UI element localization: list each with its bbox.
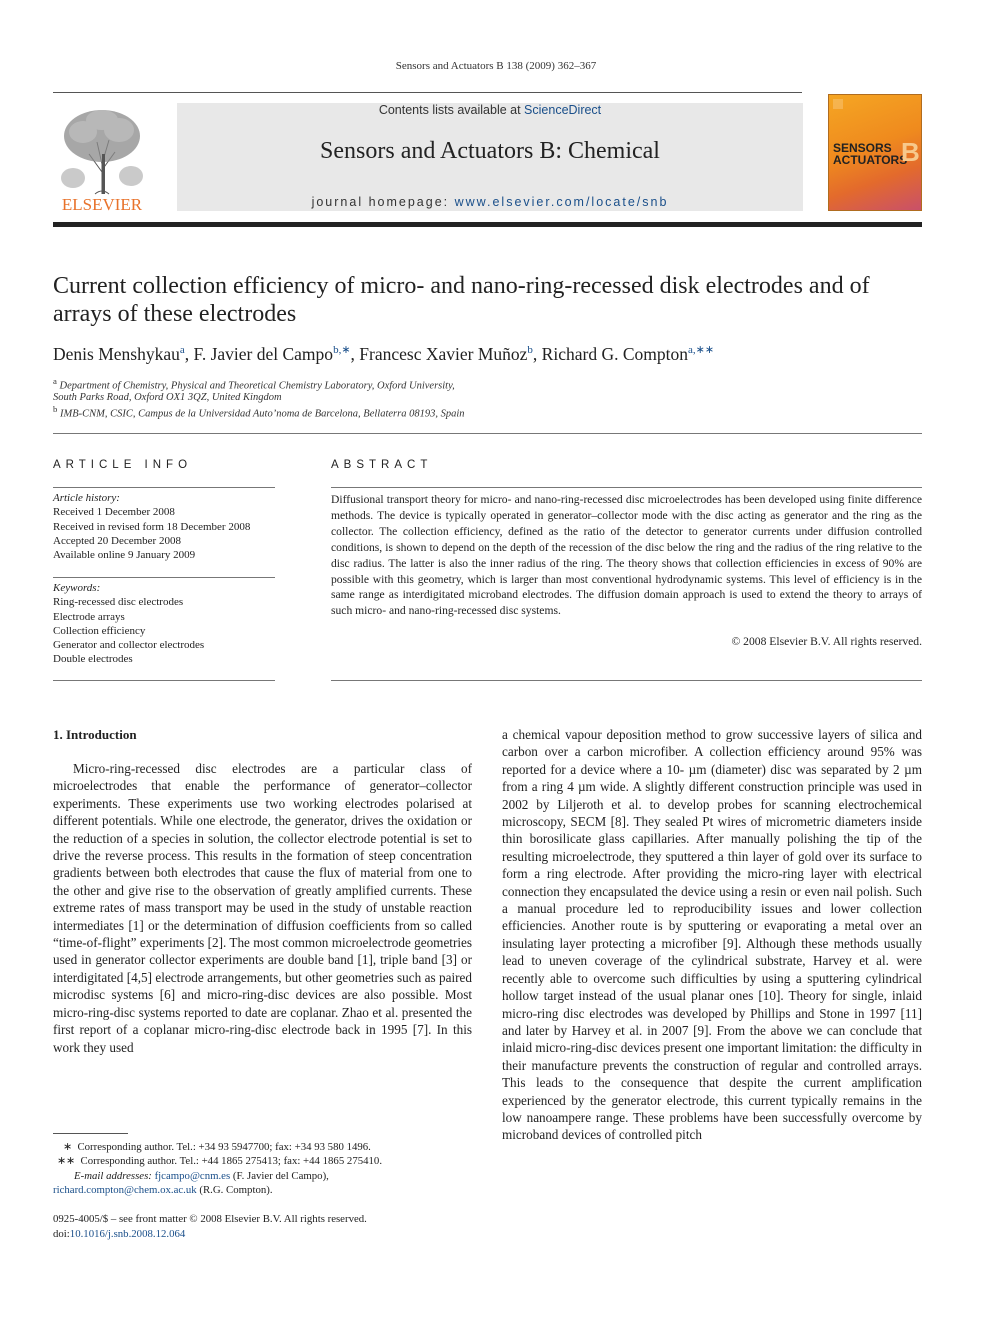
affiliation-text: IMB-CNM, CSIC, Campus de la Universidad Auto’noma de Barcelona, Bellaterra 08193, Spain (60, 408, 465, 420)
author-name[interactable]: F. Javier del Campo (193, 343, 334, 364)
abstract-heading: ABSTRACT (331, 459, 433, 471)
author-name[interactable]: Francesc Xavier Muñoz (359, 343, 528, 364)
keyword-item: Collection efficiency (53, 624, 146, 637)
footnote-rule (53, 1133, 128, 1134)
body-paragraph: Micro-ring-recessed disc electrodes are a particular class of microelectrodes that enable the performance of generator–collector experiments. These experiments use two working electrodes polarised at different potentials. While one electrode, the generator, drives the oxidation or the reduction of a species in solution, the collector electrode potential is set to drive the reverse process. This results in the formation of steep concentration gradients between both electrodes that cause the flux of material from one to the other and give rise to the observation of greatly amplified currents. These extreme rates of mass transport may be used in the study of unstable reaction intermediates [1] or the determination of diffusion coefficients from so called “time-of-flight” experiments [2]. The most common microelectrode geometries used in generator collector experiments are double band [1], triple band [3] or interdigitated [4,5] electrode arrangements, but other geometries such as paired microdisc systems [6] and micro-ring-disc devices are also possible. Most micro-ring-disc systems reported to date are coplanar. Zhao et al. presented the first report of a coplanar micro-ring-disc electrode back in 1995 [7]. In this work they used (53, 761, 472, 1055)
footnote-mark: ∗∗ (57, 1155, 76, 1168)
footnote-text: Corresponding author. Tel.: +34 93 5947700; fax: +34 93 580 1496. (77, 1141, 371, 1153)
doi-label: doi: (53, 1228, 70, 1240)
keyword-item: Generator and collector electrodes (53, 639, 205, 652)
cover-letter: B (901, 137, 920, 167)
affiliation-text: Department of Chemistry, Physical and Theoretical Chemistry Laboratory, Oxford University, (59, 380, 455, 392)
sciencedirect-link[interactable]: ScienceDirect (524, 103, 602, 117)
history-item: Received 1 December 2008 (53, 506, 175, 519)
footnote-text: Corresponding author. Tel.: +44 1865 275413; fax: +44 1865 275410. (80, 1155, 383, 1168)
email-link[interactable]: fjcampo@cnm.es (154, 1169, 231, 1182)
article-info-heading: ARTICLE INFO (53, 459, 193, 471)
article-title: Current collection efficiency of micro- and nano-ring-recessed disk electrodes and of arrays of these electrodes (53, 273, 870, 327)
history-item: Accepted 20 December 2008 (53, 534, 181, 547)
homepage-prefix: journal homepage: (311, 195, 455, 209)
history-item: Available online 9 January 2009 (53, 549, 196, 562)
keyword-item: Double electrodes (53, 653, 133, 666)
journal-title: Sensors and Actuators B: Chemical (320, 138, 660, 164)
footnote-emails-cont (53, 1183, 472, 1197)
author-sup[interactable]: a,∗∗ (687, 344, 715, 356)
article-history (53, 491, 275, 562)
abstract-rule (331, 487, 922, 488)
email-label: E-mail addresses: (74, 1169, 152, 1182)
masthead-top-rule (53, 92, 802, 93)
journal-cover-thumbnail[interactable] (828, 94, 922, 211)
body-paragraph: a chemical vapour deposition method to grow successive layers of silica and carbon over a carbon microfiber. A collection efficiency around 95% was reported for a device where a 10- µm (diameter) disc was separated by 2 µm from a ring 4 µm wide. A slightly different construction principle was used in 2002 by Liljeroth et al. to develop probes for scanning electrochemical microscopy, SECM [8]. They sealed Pt wires of micrometric diameters inside thin borosilicate glass capillaries. After manually polishing the tip of the resulting microelectrode, they sputtered a thin layer of gold over its surface to form a ring electrode. After providing the micro-ring layer with electrical connection they encapsulated the device using a resin or even nail polish. Such a manual procedure led to reproducibility issues and lower collection efficiencies. Another route is by sputtering or evaporating a metal over an insulating layer protecting a microfiber [9]. Although these methods usually lead to uneven coverage of the cylindrical substrate, Harvey et al. were recently able to overcome such difficulties by using a sputtering cylindrical hollow target instead of the usual planar ones [10]. Theory for single, inlaid micro-ring disc electrodes was developed by Phillips and Stone in 1997 [11] and later by Harvey et al. in 2007 [9]. From the above we can conclude that inlaid micro-ring-disc devices present one important limitation: the difficulty in their manufacture prevents the construction of regular and controlled arrays. This leads to the consequence that despite the current amplification experienced by the generator electrode, this current typically remains in the low nanoampere range. These problems have been successfully overcome by microband devices of controlled pitch (502, 727, 922, 1143)
affiliation-rule (53, 433, 922, 434)
section-heading-introduction: 1. Introduction (53, 727, 137, 742)
history-item: Received in revised form 18 December 2008 (53, 520, 251, 533)
footnote-mark: ∗ (63, 1141, 73, 1153)
doi-line (53, 1227, 472, 1242)
masthead-bottom-rule (53, 222, 922, 227)
email-link[interactable]: richard.compton@chem.ox.ac.uk (53, 1183, 197, 1196)
footnote-corresponding-1 (53, 1140, 472, 1154)
article-info-rule (53, 680, 275, 681)
body-column-left (53, 760, 472, 1056)
affiliation-text: South Parks Road, Oxford OX1 3QZ, United Kingdom (53, 391, 282, 403)
elsevier-tree-icon (53, 102, 151, 214)
running-head: Sensors and Actuators B 138 (2009) 362–367 (395, 60, 597, 72)
keywords (53, 581, 275, 667)
affiliation-b (53, 404, 933, 420)
keyword-item: Electrode arrays (53, 610, 125, 623)
homepage-link[interactable]: www.elsevier.com/locate/snb (454, 195, 669, 209)
email-owner: (F. Javier del Campo), (230, 1169, 329, 1182)
footnote-emails (53, 1169, 472, 1183)
author-sup[interactable]: b (527, 344, 533, 356)
contents-prefix: Contents lists available at (378, 103, 525, 117)
author-name[interactable]: Denis Menshykau (53, 343, 180, 364)
cover-title-actuators: ACTUATORS (833, 153, 908, 167)
journal-homepage-line (177, 195, 803, 209)
front-matter (53, 1212, 472, 1242)
keywords-label: Keywords: (53, 582, 101, 594)
affiliation-sup: b (53, 404, 58, 414)
abstract-copyright: © 2008 Elsevier B.V. All rights reserved. (731, 635, 922, 648)
author-sup[interactable]: b,∗ (333, 344, 351, 356)
author-list: Denis Menshykau$^a$, F. Javier del Campo$^{b,∗}$, Francesc Xavier Muñoz$^b$, Richard G. Compton$^{a,∗∗}$ (53, 343, 715, 364)
article-info-rule (53, 577, 275, 578)
article-info-rule (53, 487, 275, 488)
footnotes (53, 1140, 472, 1197)
email-owner: (R.G. Compton). (196, 1183, 273, 1196)
footnote-corresponding-2 (53, 1154, 472, 1168)
history-label: Article history: (53, 492, 120, 504)
elsevier-logo[interactable] (53, 102, 151, 214)
front-matter-line: 0925-4005/$ – see front matter © 2008 Elsevier B.V. All rights reserved. (53, 1213, 367, 1225)
abstract-rule (331, 680, 922, 681)
doi-link[interactable]: 10.1016/j.snb.2008.12.064 (69, 1228, 186, 1240)
abstract-text: Diffusional transport theory for micro- and nano-ring-recessed disc microelectrodes has been developed using finite difference methods. The device is typically operated in generator–collector mode with the disc acting as generator and the ring as the collector. The collection efficiency, defined as the ratio of the detector to generator currents under diffusion controlled conditions, is shown to depend on the depth of the recession of the disc below the ring and the radius of the ring relative to the disc radius. The latter is also the inner radius of the ring. The theory shows that collection efficiencies in excess of 90% are possible with this geometry, which is larger than most conventional hydrodynamic systems. This level of efficiency is in the same range as interdigitated microband electrodes. The diffusion domain approach is used to extend the theory to arrays of such micro- and nano-ring-recessed disc systems. (331, 493, 922, 618)
author-name[interactable]: Richard G. Compton (541, 343, 688, 364)
author-sup[interactable]: a (179, 344, 185, 356)
elsevier-wordmark: ELSEVIER (61, 195, 143, 214)
keyword-item: Ring-recessed disc electrodes (53, 596, 184, 609)
contents-line (177, 103, 803, 117)
affiliation-sup: a (53, 376, 57, 386)
cover-corner-mark (833, 99, 843, 109)
body-column-right (502, 726, 922, 1144)
cover-title-sensors: SENSORS (833, 141, 892, 155)
affiliation-a (53, 376, 933, 403)
